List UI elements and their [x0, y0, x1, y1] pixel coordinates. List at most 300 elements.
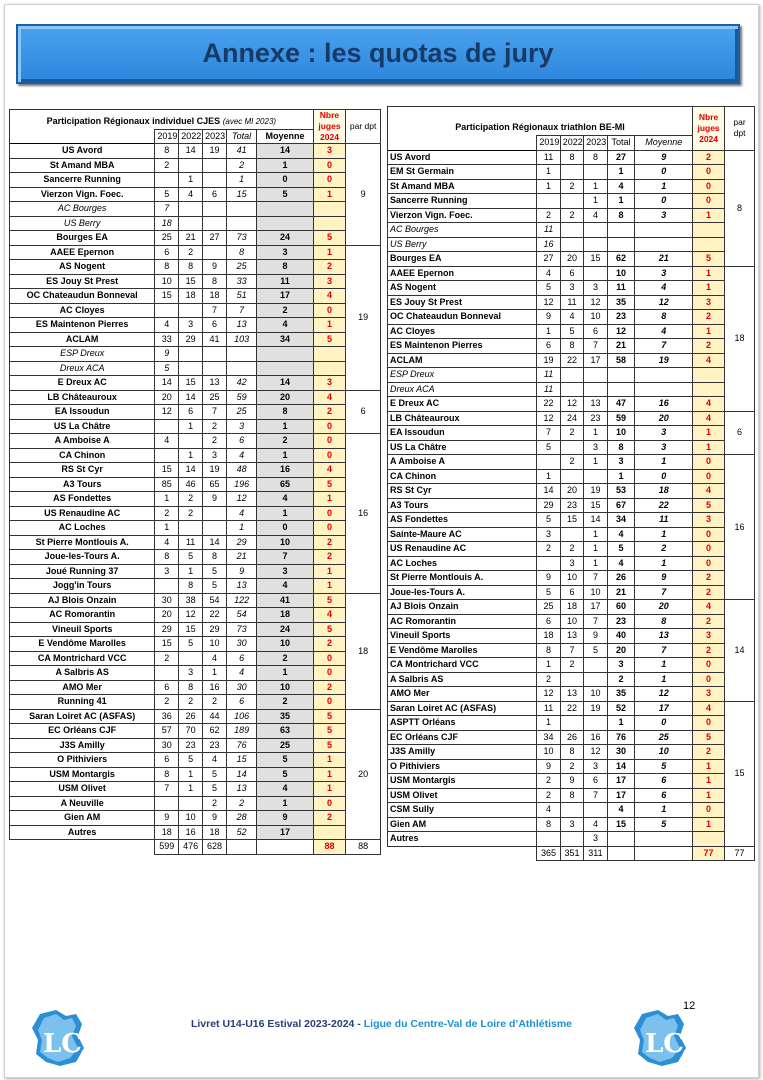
value-2022: 3	[560, 281, 583, 296]
page-number: 12	[683, 1000, 696, 1012]
value-2022: 14	[179, 144, 203, 159]
footer-booklet: Livret U14-U16 Estival 2023-2024 -	[190, 1018, 361, 1030]
average: 1	[635, 179, 693, 194]
jury-quota: 4	[693, 397, 725, 412]
value-2019: 2	[155, 651, 179, 666]
club-row	[388, 397, 755, 412]
average: 25	[635, 730, 693, 745]
value-2023	[584, 223, 607, 238]
club-name: CA Montrichard VCC	[388, 658, 537, 673]
total-average	[635, 846, 693, 861]
value-2019: 6	[155, 753, 179, 768]
total: 76	[226, 738, 256, 753]
value-2023: 23	[203, 738, 227, 753]
value-2022: 13	[560, 629, 583, 644]
jury-quota	[313, 825, 346, 840]
jury-quota: 4	[693, 411, 725, 426]
average: 5	[635, 759, 693, 774]
value-2019: 1	[537, 165, 560, 180]
total	[226, 347, 256, 362]
total-2019: 599	[155, 840, 179, 855]
value-2022	[179, 361, 203, 376]
average: 11	[635, 513, 693, 528]
jury-quota: 4	[313, 390, 346, 405]
average: 21	[635, 252, 693, 267]
club-name: St Amand MBA	[10, 158, 155, 173]
value-2019: 2	[537, 208, 560, 223]
total: 122	[226, 593, 256, 608]
value-2023: 5	[203, 579, 227, 594]
jury-quota: 2	[693, 571, 725, 586]
value-2019: 85	[155, 477, 179, 492]
value-2022: 6	[560, 266, 583, 281]
club-name: A3 Tours	[10, 477, 155, 492]
club-row	[10, 709, 381, 724]
left-nb-header: Nbre juges 2024	[313, 110, 346, 144]
value-2023: 7	[584, 788, 607, 803]
value-2019: 20	[155, 608, 179, 623]
jury-quota	[313, 361, 346, 376]
average: 1	[257, 796, 313, 811]
value-2019: 19	[537, 353, 560, 368]
club-row	[10, 608, 381, 623]
club-row	[10, 579, 381, 594]
club-name: A Neuville	[10, 796, 155, 811]
club-name: AS Nogent	[10, 260, 155, 275]
club-row	[10, 187, 381, 202]
club-row	[10, 158, 381, 173]
total	[607, 368, 635, 383]
value-2022: 10	[560, 614, 583, 629]
value-2023	[203, 173, 227, 188]
value-2022: 46	[179, 477, 203, 492]
club-row	[10, 231, 381, 246]
club-name: Joue-les-Tours A.	[388, 585, 537, 600]
jury-quota: 0	[693, 194, 725, 209]
value-2023: 13	[584, 397, 607, 412]
club-name: Bourges EA	[388, 252, 537, 267]
club-name: Vierzon Vign. Foec.	[388, 208, 537, 223]
total: 1	[226, 173, 256, 188]
jury-quota: 1	[693, 774, 725, 789]
value-2022	[560, 832, 583, 847]
total: 62	[607, 252, 635, 267]
value-2019: 15	[155, 637, 179, 652]
average: 1	[635, 556, 693, 571]
club-name: ACLAM	[388, 353, 537, 368]
value-2022: 1	[179, 767, 203, 782]
total: 1	[226, 521, 256, 536]
value-2022: 5	[179, 550, 203, 565]
club-name: J3S Amilly	[10, 738, 155, 753]
club-name: Vineuil Sports	[10, 622, 155, 637]
average: 4	[635, 281, 693, 296]
club-name: AMO Mer	[10, 680, 155, 695]
club-name: A Salbris AS	[10, 666, 155, 681]
club-name: Sancerre Running	[10, 173, 155, 188]
jury-quota: 1	[693, 817, 725, 832]
total: 4	[226, 448, 256, 463]
jury-quota: 2	[313, 637, 346, 652]
value-2022: 5	[179, 753, 203, 768]
average: 24	[257, 231, 313, 246]
value-2022: 7	[560, 643, 583, 658]
average: 8	[635, 614, 693, 629]
department-quota: 6	[346, 390, 381, 434]
value-2019: 6	[537, 339, 560, 354]
value-2022: 2	[560, 426, 583, 441]
value-2019: 12	[537, 295, 560, 310]
value-2019: 4	[155, 535, 179, 550]
total: 25	[226, 260, 256, 275]
club-name: O Pithiviers	[10, 753, 155, 768]
average: 9	[257, 811, 313, 826]
average: 1	[257, 448, 313, 463]
club-row	[388, 237, 755, 252]
total: 13	[226, 318, 256, 333]
total	[607, 223, 635, 238]
value-2023: 17	[584, 600, 607, 615]
average: 19	[635, 353, 693, 368]
value-2023: 14	[584, 513, 607, 528]
club-row	[10, 144, 381, 159]
club-name: E Dreux AC	[10, 376, 155, 391]
value-2022: 15	[179, 376, 203, 391]
total-jury-quota: 88	[313, 840, 346, 855]
value-2023: 15	[584, 498, 607, 513]
average: 10	[257, 535, 313, 550]
value-2023	[584, 165, 607, 180]
value-2023: 62	[203, 724, 227, 739]
value-2023: 9	[203, 811, 227, 826]
club-row	[10, 434, 381, 449]
jury-quota: 0	[313, 651, 346, 666]
value-2023: 3	[584, 759, 607, 774]
value-2019: 2	[155, 158, 179, 173]
jury-quota: 1	[693, 440, 725, 455]
right-table-title	[388, 107, 693, 136]
club-name: Saran Loiret AC (ASFAS)	[10, 709, 155, 724]
totals-row	[10, 840, 381, 855]
title-banner	[16, 24, 740, 84]
total: 6	[226, 434, 256, 449]
total: 41	[226, 144, 256, 159]
logo-letters: LCA	[43, 1029, 102, 1059]
value-2019: 8	[537, 817, 560, 832]
club-name: LB Châteauroux	[10, 390, 155, 405]
club-row	[10, 825, 381, 840]
club-row	[388, 455, 755, 470]
value-2019: 1	[155, 521, 179, 536]
value-2023: 44	[203, 709, 227, 724]
value-2019: 10	[537, 745, 560, 760]
total	[607, 832, 635, 847]
club-name: ASPTT Orléans	[388, 716, 537, 731]
value-2019	[537, 455, 560, 470]
value-2023	[584, 368, 607, 383]
total: 23	[607, 614, 635, 629]
average	[635, 237, 693, 252]
league-logo-right	[628, 1008, 704, 1068]
average: 12	[635, 295, 693, 310]
club-name: AAEE Epernon	[388, 266, 537, 281]
total: 59	[607, 411, 635, 426]
total: 42	[226, 376, 256, 391]
club-name: Vierzon Vign. Foec.	[10, 187, 155, 202]
average: 3	[257, 245, 313, 260]
club-row	[10, 521, 381, 536]
club-name: A Amboise A	[388, 455, 537, 470]
total: 189	[226, 724, 256, 739]
club-row	[10, 796, 381, 811]
league-logo-icon	[26, 1008, 102, 1068]
total: 17	[607, 774, 635, 789]
value-2023: 3	[584, 832, 607, 847]
value-2022: 24	[560, 411, 583, 426]
value-2019: 5	[537, 513, 560, 528]
value-2019: 29	[155, 622, 179, 637]
department-quota: 6	[725, 411, 755, 455]
right-par-header: par dpt	[725, 107, 755, 151]
department-quota: 18	[725, 266, 755, 411]
jury-quota: 4	[313, 289, 346, 304]
total: 3	[607, 455, 635, 470]
average: 20	[635, 600, 693, 615]
total-2023: 311	[584, 846, 607, 861]
average: 1	[635, 658, 693, 673]
average: 63	[257, 724, 313, 739]
jury-quota: 2	[693, 745, 725, 760]
value-2019: 7	[155, 202, 179, 217]
average: 24	[257, 622, 313, 637]
value-2022: 18	[179, 289, 203, 304]
total: 21	[226, 550, 256, 565]
club-name: US La Châtre	[388, 440, 537, 455]
club-name: RS St Cyr	[388, 484, 537, 499]
value-2022: 1	[179, 782, 203, 797]
total: 52	[226, 825, 256, 840]
value-2019: 11	[537, 701, 560, 716]
average	[257, 361, 313, 376]
total: 58	[607, 353, 635, 368]
total: 103	[226, 332, 256, 347]
total: 13	[226, 782, 256, 797]
value-2019: 15	[155, 289, 179, 304]
value-2019: 29	[537, 498, 560, 513]
club-name: AS Nogent	[388, 281, 537, 296]
total: 1	[607, 194, 635, 209]
total: 4	[226, 666, 256, 681]
value-2022: 14	[179, 463, 203, 478]
value-2022: 20	[560, 484, 583, 499]
jury-quota: 0	[693, 469, 725, 484]
average	[635, 223, 693, 238]
club-row	[10, 274, 381, 289]
total	[607, 237, 635, 252]
total	[226, 216, 256, 231]
club-name: AJ Blois Onzain	[10, 593, 155, 608]
value-2022: 8	[560, 339, 583, 354]
jury-quota	[693, 832, 725, 847]
average: 0	[257, 521, 313, 536]
value-2022: 2	[179, 245, 203, 260]
total: 21	[607, 339, 635, 354]
jury-quota: 4	[693, 484, 725, 499]
value-2023: 41	[203, 332, 227, 347]
value-2022: 5	[560, 324, 583, 339]
total: 5	[607, 542, 635, 557]
value-2023: 14	[203, 535, 227, 550]
jury-quota: 2	[313, 680, 346, 695]
total: 40	[607, 629, 635, 644]
club-row	[10, 550, 381, 565]
average: 7	[635, 339, 693, 354]
average: 20	[635, 411, 693, 426]
footer-league: Ligue du Centre-Val de Loire d’Athlétisme	[363, 1018, 573, 1030]
value-2022: 2	[560, 658, 583, 673]
totals-row	[388, 846, 755, 861]
total	[226, 361, 256, 376]
club-row	[388, 527, 755, 542]
club-row	[388, 585, 755, 600]
left-quota-table	[9, 109, 381, 855]
jury-quota: 2	[693, 310, 725, 325]
average: 2	[257, 651, 313, 666]
club-name: AS Fondettes	[10, 492, 155, 507]
jury-quota: 0	[693, 556, 725, 571]
value-2019: 2	[537, 542, 560, 557]
jury-quota: 1	[693, 208, 725, 223]
average: 9	[635, 571, 693, 586]
value-2022: 1	[179, 173, 203, 188]
value-2019	[155, 173, 179, 188]
club-name: EC Orléans CJF	[388, 730, 537, 745]
average: 1	[635, 455, 693, 470]
average: 4	[635, 324, 693, 339]
value-2022: 9	[560, 774, 583, 789]
total: 35	[607, 687, 635, 702]
total-total	[226, 840, 256, 855]
club-row	[10, 260, 381, 275]
club-name: EA Issoudun	[10, 405, 155, 420]
value-2022: 11	[560, 295, 583, 310]
average: 8	[257, 405, 313, 420]
average: 4	[257, 579, 313, 594]
club-name: US Renaudine AC	[10, 506, 155, 521]
club-row	[388, 658, 755, 673]
total	[226, 202, 256, 217]
club-name: US Avord	[388, 150, 537, 165]
average: 25	[257, 738, 313, 753]
left-col-header: 2022	[179, 129, 203, 144]
club-name: AC Romorantin	[388, 614, 537, 629]
club-name: A3 Tours	[388, 498, 537, 513]
value-2023: 18	[203, 289, 227, 304]
club-row	[388, 614, 755, 629]
value-2022: 8	[560, 150, 583, 165]
average: 17	[635, 701, 693, 716]
value-2023: 7	[584, 614, 607, 629]
value-2022: 1	[179, 448, 203, 463]
average: 18	[257, 608, 313, 623]
right-table-title-text: Participation Régionaux triathlon BE-MI	[455, 122, 625, 132]
total: 2	[607, 672, 635, 687]
value-2019: 25	[537, 600, 560, 615]
value-2019	[155, 796, 179, 811]
club-row	[388, 469, 755, 484]
value-2022: 22	[560, 353, 583, 368]
jury-quota: 2	[693, 339, 725, 354]
value-2022: 2	[179, 506, 203, 521]
club-row	[10, 289, 381, 304]
total: 3	[607, 658, 635, 673]
jury-quota: 4	[693, 701, 725, 716]
jury-quota	[313, 202, 346, 217]
jury-quota: 3	[313, 376, 346, 391]
value-2019: 12	[537, 687, 560, 702]
jury-quota: 0	[313, 158, 346, 173]
club-name: EM St Germain	[388, 165, 537, 180]
average: 20	[257, 390, 313, 405]
jury-quota: 2	[313, 811, 346, 826]
total-average	[257, 840, 313, 855]
total: 23	[607, 310, 635, 325]
value-2023	[203, 202, 227, 217]
jury-quota: 5	[693, 498, 725, 513]
value-2022: 10	[560, 571, 583, 586]
total: 14	[226, 767, 256, 782]
value-2022	[560, 469, 583, 484]
value-2019: 4	[155, 318, 179, 333]
value-2022: 8	[560, 788, 583, 803]
value-2019: 8	[155, 550, 179, 565]
value-2019: 20	[155, 390, 179, 405]
jury-quota: 2	[693, 614, 725, 629]
jury-quota	[313, 216, 346, 231]
club-row	[388, 324, 755, 339]
value-2019: 16	[537, 237, 560, 252]
value-2022: 12	[179, 608, 203, 623]
total: 6	[226, 695, 256, 710]
average: 9	[635, 150, 693, 165]
jury-quota: 5	[313, 709, 346, 724]
department-quota: 14	[725, 600, 755, 702]
club-name: CSM Sully	[388, 803, 537, 818]
club-row	[388, 310, 755, 325]
club-name: Dreux ACA	[10, 361, 155, 376]
value-2022: 15	[560, 513, 583, 528]
value-2023: 65	[203, 477, 227, 492]
club-row	[10, 245, 381, 260]
average: 22	[635, 498, 693, 513]
jury-quota: 0	[313, 448, 346, 463]
average: 14	[257, 144, 313, 159]
value-2023: 1	[203, 666, 227, 681]
club-name: USM Olivet	[10, 782, 155, 797]
right-col-header: Moyenne	[635, 136, 693, 151]
value-2019	[537, 194, 560, 209]
club-name: ESP Dreux	[10, 347, 155, 362]
total: 14	[607, 759, 635, 774]
jury-quota: 5	[313, 622, 346, 637]
club-row	[388, 440, 755, 455]
value-2019: 25	[155, 231, 179, 246]
jury-quota: 1	[313, 767, 346, 782]
club-row	[10, 767, 381, 782]
club-row	[10, 361, 381, 376]
average: 1	[257, 666, 313, 681]
value-2023: 8	[203, 550, 227, 565]
